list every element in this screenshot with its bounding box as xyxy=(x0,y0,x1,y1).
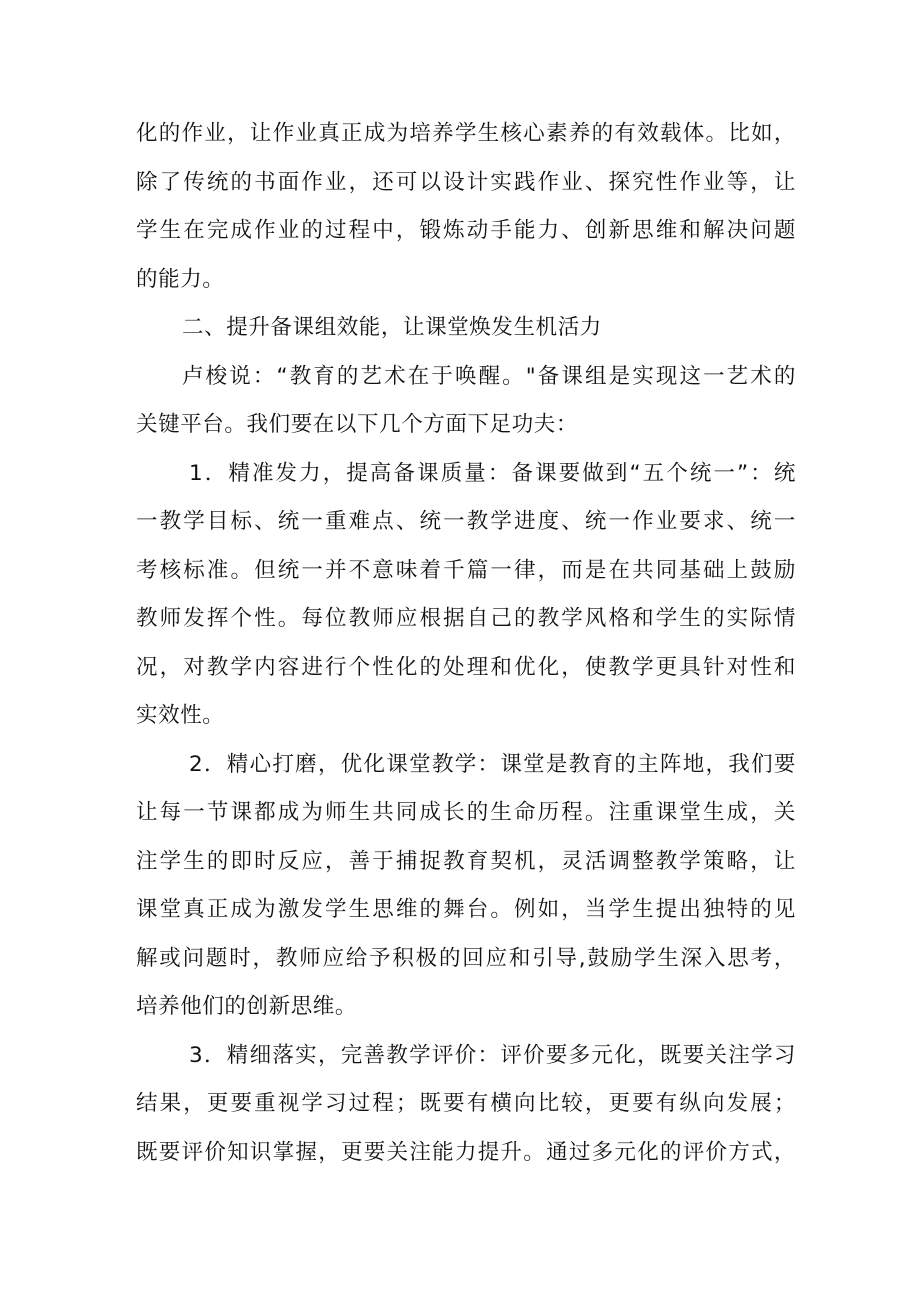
text-line: 教师发挥个性。每位教师应根据自己的教学风格和学生的实际情 xyxy=(136,606,796,631)
text-line: 培养他们的创新思维。 xyxy=(136,994,358,1019)
text-line: 化的作业，让作业真正成为培养学生核心素养的有效载体。比如， xyxy=(136,121,796,146)
numbered-item-start: 3．精细落实，完善教学评价：评价要多元化，既要关注学习 xyxy=(189,1042,796,1068)
text-line: 一教学目标、统一重难点、统一教学进度、统一作业要求、统一 xyxy=(136,509,796,534)
text-line: 考核标准。但统一并不意味着千篇一律，而是在共同基础上鼓励 xyxy=(136,557,796,583)
section-heading: 二、提升备课组效能，让课堂焕发生机活力 xyxy=(182,315,602,340)
text-line: 的能力。 xyxy=(136,266,225,292)
text-line: 让每一节课都成为师生共同成长的生命历程。注重课堂生成，关 xyxy=(136,800,796,825)
text-line: 注学生的即时反应，善于捕捉教育契机，灵活调整教学策略，让 xyxy=(136,848,796,874)
text-line: 解或问题时，教师应给予积极的回应和引导,鼓励学生深入思考， xyxy=(136,945,796,971)
text-line: 既要评价知识掌握，更要关注能力提升。通过多元化的评价方式， xyxy=(136,1139,796,1165)
text-line: 课堂真正成为激发学生思维的舞台。例如，当学生提出独特的见 xyxy=(136,897,796,922)
text-line: 结果，更要重视学习过程；既要有横向比较，更要有纵向发展； xyxy=(136,1091,796,1116)
numbered-item-start: 2．精心打磨，优化课堂教学：课堂是教育的主阵地，我们要 xyxy=(189,751,796,777)
text-line: 实效性。 xyxy=(136,703,225,728)
text-line: 学生在完成作业的过程中，锻炼动手能力、创新思维和解决问题 xyxy=(136,218,796,243)
numbered-item-start: 1．精准发力，提高备课质量：备课要做到“五个统一”：统 xyxy=(189,460,796,486)
text-line: 关键平台。我们要在以下几个方面下足功夫： xyxy=(136,412,579,437)
document-body xyxy=(136,110,796,1177)
text-line: 卢梭说：“教育的艺术在于唤醒。"备课组是实现这一艺术的 xyxy=(182,363,796,389)
text-line: 况，对教学内容进行个性化的处理和优化，使教学更具针对性和 xyxy=(136,654,796,680)
text-line: 除了传统的书面作业，还可以设计实践作业、探究性作业等，让 xyxy=(136,169,796,195)
